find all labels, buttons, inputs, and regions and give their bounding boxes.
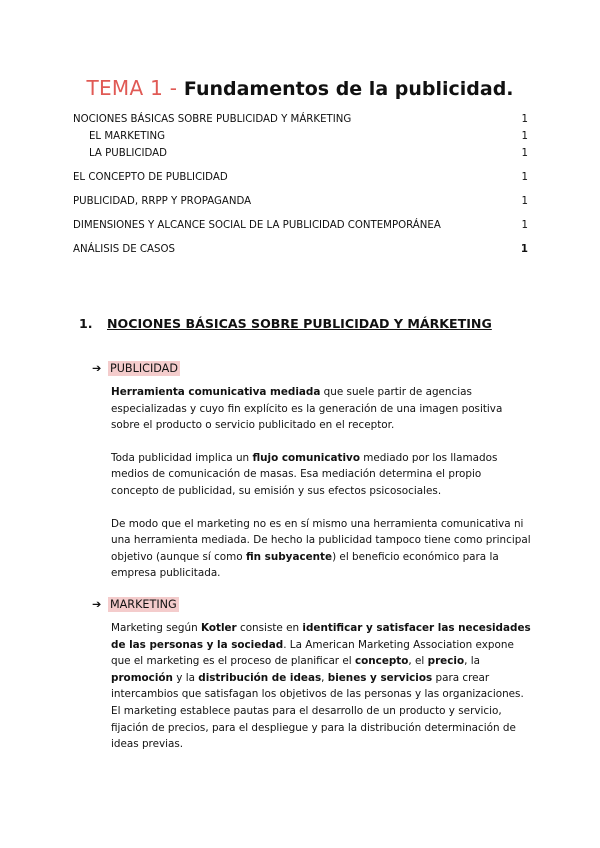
highlighted-heading: MARKETING [110,598,177,611]
toc-item[interactable]: EL CONCEPTO DE PUBLICIDAD 1 [73,172,528,183]
paragraph: Herramienta comunicativa mediada que suele partir de agencias especializadas y cuyo fin explícito es la generación de una imagen positiva sobre el producto o servicio publicitado en el receptor. [111,386,503,432]
toc-item[interactable]: NOCIONES BÁSICAS SOBRE PUBLICIDAD Y MÁRKETING 1 [73,114,528,125]
section-title: NOCIONES BÁSICAS SOBRE PUBLICIDAD Y MÁRKETING [107,316,492,331]
toc-item[interactable]: ANÁLISIS DE CASOS 1 [73,244,528,255]
subheading-publicidad [92,362,180,375]
paragraph: Marketing según Kotler consiste en identificar y satisfacer las necesidades de las personas y la sociedad. La American Marketing Association expone que el marketing es el proceso de planificar el concepto, el precio, la promoción y la distribución de ideas, bienes y servicios para crear intercambios que satisfagan los objetivos de las personas y las organizaciones. El marketing establece pautas para el desarrollo de un producto y servicio, fijación de precios, para el despliegue y para la distribución determinación de ideas previas. [111,622,531,751]
toc-item[interactable]: DIMENSIONES Y ALCANCE SOCIAL DE LA PUBLICIDAD CONTEMPORÁNEA 1 [73,220,528,231]
title-tema: TEMA 1 - [86,76,178,100]
arrow-right-icon: ➔ [92,362,102,375]
arrow-right-icon: ➔ [92,598,102,611]
toc-item[interactable]: PUBLICIDAD, RRPP Y PROPAGANDA 1 [73,196,528,207]
publicidad-body [111,384,531,582]
page-title [0,76,600,100]
section-heading [79,316,492,331]
toc-item[interactable]: EL MARKETING 1 [89,131,528,142]
section-number: 1. [79,316,93,331]
marketing-body [111,620,531,753]
highlighted-heading: PUBLICIDAD [110,362,178,375]
toc-item[interactable]: LA PUBLICIDAD 1 [89,148,528,159]
title-subject: Fundamentos de la publicidad. [177,78,514,100]
paragraph: Toda publicidad implica un flujo comunicativo mediado por los llamados medios de comunicación de masas. Esa mediación determina el propio concepto de publicidad, su emisión y sus efectos psicosociales. [111,451,498,497]
paragraph: De modo que el marketing no es en sí mismo una herramienta comunicativa ni una herramienta mediada. De hecho la publicidad tampoco tiene como principal objetivo (aunque sí como fin subyacente) el beneficio económico para la empresa publicitada. [111,517,531,580]
subheading-marketing [92,598,179,611]
